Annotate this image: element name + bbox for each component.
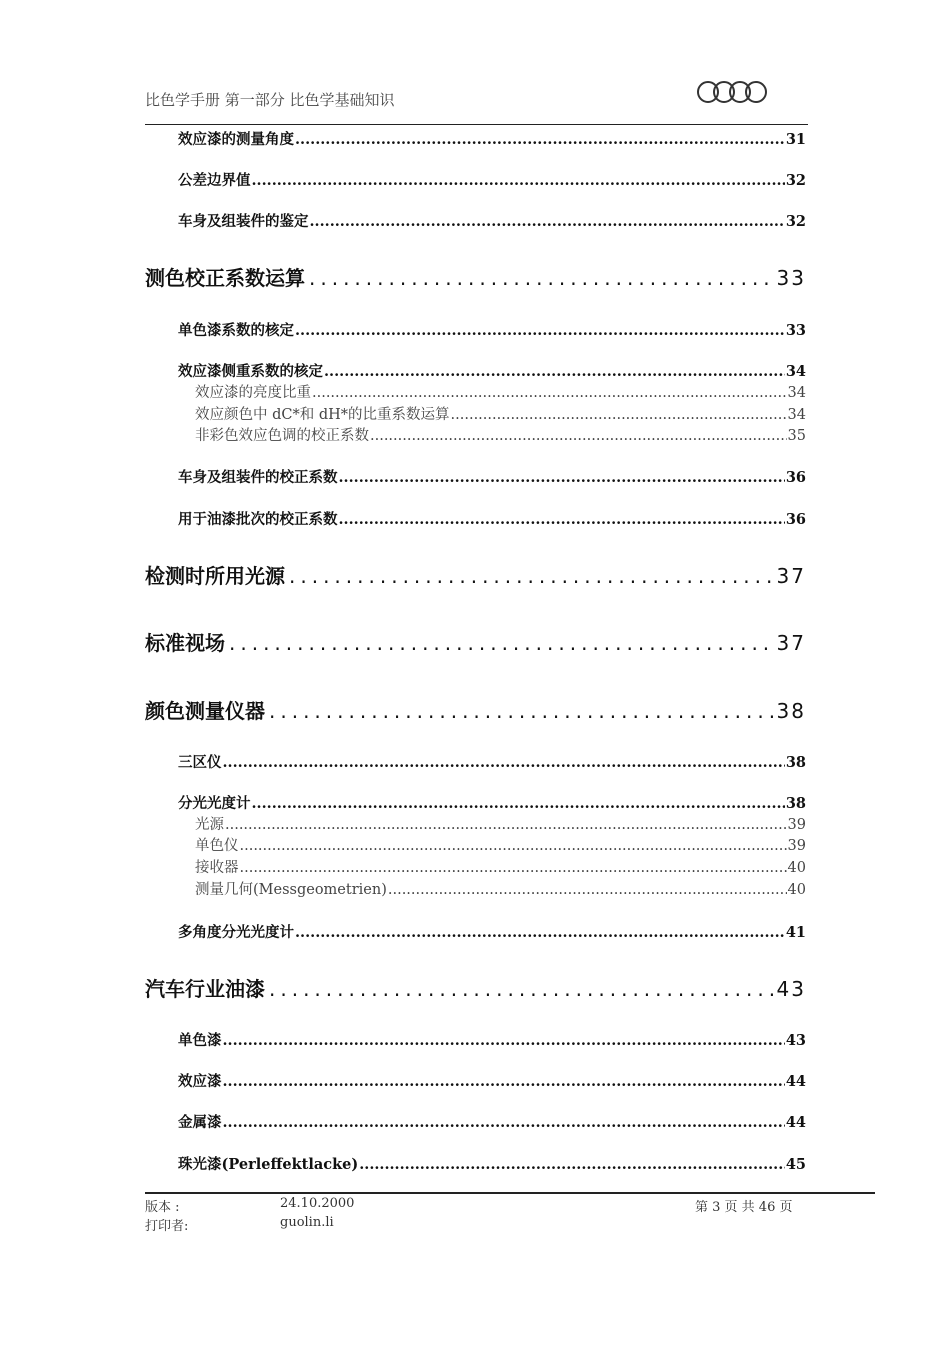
toc-dot-leader bbox=[312, 385, 787, 401]
toc-entry-title: 效应漆侧重系数的核定 bbox=[178, 363, 323, 380]
toc-dot-leader bbox=[324, 363, 785, 380]
toc-entry-level-3[interactable] bbox=[195, 424, 806, 445]
toc-entry-title: 单色仪 bbox=[195, 838, 239, 854]
toc-entry-page: 43 bbox=[776, 977, 806, 1001]
toc-entry-page: 34 bbox=[785, 363, 806, 380]
toc-entry-title: 分光光度计 bbox=[178, 795, 251, 812]
toc-entry-title: 测色校正系数运算 bbox=[145, 266, 305, 290]
toc-dot-leader bbox=[295, 131, 785, 148]
toc-dot-leader bbox=[289, 564, 773, 588]
toc-entry-page: 32 bbox=[785, 213, 806, 230]
toc-entry-title: 汽车行业油漆 bbox=[145, 977, 265, 1001]
toc-entry-page: 40 bbox=[787, 882, 806, 898]
toc-dot-leader bbox=[451, 407, 787, 423]
toc-entry-level-2[interactable] bbox=[178, 1070, 806, 1091]
toc-entry-level-2[interactable] bbox=[178, 921, 806, 942]
toc-entry-title: 单色漆 bbox=[178, 1032, 222, 1049]
toc-entry-page: 36 bbox=[785, 511, 806, 528]
toc-dot-leader bbox=[225, 817, 787, 833]
toc-entry-title: 金属漆 bbox=[178, 1114, 222, 1131]
toc-entry-level-2[interactable] bbox=[178, 508, 806, 529]
toc-entry-level-2[interactable] bbox=[178, 360, 806, 381]
toc-entry-page: 33 bbox=[776, 266, 806, 290]
toc-entry-title: 光源 bbox=[195, 817, 224, 833]
toc-entry-level-1[interactable] bbox=[145, 627, 806, 656]
toc-dot-leader bbox=[370, 428, 787, 444]
toc-dot-leader bbox=[229, 631, 773, 655]
toc-entry-title: 效应漆 bbox=[178, 1073, 222, 1090]
toc-entry-level-3[interactable] bbox=[195, 856, 806, 877]
toc-entry-page: 44 bbox=[785, 1114, 806, 1131]
toc-entry-level-2[interactable] bbox=[178, 1111, 806, 1132]
toc-entry-level-2[interactable] bbox=[178, 792, 806, 813]
toc-entry-page: 33 bbox=[785, 322, 806, 339]
toc-entry-level-2[interactable] bbox=[178, 1153, 806, 1174]
toc-entry-title: 三区仪 bbox=[178, 754, 222, 771]
toc-entry-level-2[interactable] bbox=[178, 1029, 806, 1050]
toc-dot-leader bbox=[240, 838, 787, 854]
toc-dot-leader bbox=[252, 172, 785, 189]
toc-entry-title: 珠光漆(Perleffektlacke) bbox=[178, 1156, 359, 1173]
toc-entry-page: 43 bbox=[785, 1032, 806, 1049]
toc-entry-title: 测量几何(Messgeometrien) bbox=[195, 882, 387, 898]
toc-dot-leader bbox=[359, 1156, 785, 1173]
toc-entry-level-2[interactable] bbox=[178, 319, 806, 340]
printer-value: guolin.li bbox=[280, 1215, 334, 1230]
toc-entry-level-1[interactable] bbox=[145, 262, 806, 291]
footer-divider bbox=[145, 1192, 875, 1194]
toc-entry-level-3[interactable] bbox=[195, 834, 806, 855]
toc-entry-level-3[interactable] bbox=[195, 813, 806, 834]
toc-entry-level-2[interactable] bbox=[178, 210, 806, 231]
toc-entry-page: 38 bbox=[776, 699, 806, 723]
toc-entry-title: 公差边界值 bbox=[178, 172, 251, 189]
toc-dot-leader bbox=[269, 977, 773, 1001]
toc-entry-title: 单色漆系数的核定 bbox=[178, 322, 294, 339]
toc-entry-level-3[interactable] bbox=[195, 381, 806, 402]
toc-entry-title: 非彩色效应色调的校正系数 bbox=[195, 428, 369, 444]
toc-entry-page: 44 bbox=[785, 1073, 806, 1090]
toc-entry-title: 车身及组装件的鉴定 bbox=[178, 213, 309, 230]
toc-entry-level-2[interactable] bbox=[178, 128, 806, 149]
toc-entry-title: 效应漆的亮度比重 bbox=[195, 385, 311, 401]
toc-dot-leader bbox=[223, 754, 785, 771]
toc-entry-page: 32 bbox=[785, 172, 806, 189]
toc-dot-leader bbox=[295, 924, 785, 941]
toc-dot-leader bbox=[223, 1032, 785, 1049]
header-title: 比色学手册 第一部分 比色学基础知识 bbox=[145, 91, 395, 109]
printer-label: 打印者: bbox=[145, 1219, 189, 1234]
toc-entry-page: 34 bbox=[787, 407, 806, 423]
toc-entry-title: 检测时所用光源 bbox=[145, 564, 285, 588]
toc-dot-leader bbox=[388, 882, 787, 898]
toc-entry-level-2[interactable] bbox=[178, 466, 806, 487]
toc-entry-page: 38 bbox=[785, 795, 806, 812]
toc-entry-title: 接收器 bbox=[195, 860, 239, 876]
toc-dot-leader bbox=[339, 469, 785, 486]
toc-entry-page: 45 bbox=[785, 1156, 806, 1173]
toc-dot-leader bbox=[240, 860, 787, 876]
toc-dot-leader bbox=[295, 322, 785, 339]
toc-entry-page: 39 bbox=[787, 817, 806, 833]
toc-entry-page: 39 bbox=[787, 838, 806, 854]
toc-entry-page: 31 bbox=[785, 131, 806, 148]
toc-entry-page: 38 bbox=[785, 754, 806, 771]
toc-entry-level-3[interactable] bbox=[195, 403, 806, 424]
toc-entry-page: 40 bbox=[787, 860, 806, 876]
toc-entry-title: 多角度分光光度计 bbox=[178, 924, 294, 941]
toc-entry-title: 效应颜色中 dC*和 dH*的比重系数运算 bbox=[195, 407, 450, 423]
page-number: 第 3 页 共 46 页 bbox=[695, 1200, 793, 1215]
toc-dot-leader bbox=[339, 511, 785, 528]
toc-entry-title: 颜色测量仪器 bbox=[145, 699, 265, 723]
toc-dot-leader bbox=[309, 266, 773, 290]
toc-entry-page: 41 bbox=[785, 924, 806, 941]
audi-logo-icon bbox=[696, 79, 768, 105]
toc-entry-level-3[interactable] bbox=[195, 878, 806, 899]
toc-dot-leader bbox=[223, 1073, 785, 1090]
toc-entry-page: 37 bbox=[776, 631, 806, 655]
toc-entry-title: 效应漆的测量角度 bbox=[178, 131, 294, 148]
toc-entry-page: 37 bbox=[776, 564, 806, 588]
toc-entry-title: 标准视场 bbox=[145, 631, 225, 655]
toc-entry-level-1[interactable] bbox=[145, 560, 806, 589]
toc-dot-leader bbox=[310, 213, 785, 230]
toc-entry-page: 36 bbox=[785, 469, 806, 486]
toc-entry-level-1[interactable] bbox=[145, 695, 806, 724]
toc-entry-level-1[interactable] bbox=[145, 973, 806, 1002]
toc-entry-title: 用于油漆批次的校正系数 bbox=[178, 511, 338, 528]
header-divider bbox=[145, 124, 808, 125]
toc-entry-level-2[interactable] bbox=[178, 751, 806, 772]
version-label: 版本 : bbox=[145, 1200, 180, 1215]
toc-dot-leader bbox=[269, 699, 773, 723]
toc-entry-level-2[interactable] bbox=[178, 169, 806, 190]
toc-dot-leader bbox=[252, 795, 785, 812]
toc-entry-title: 车身及组装件的校正系数 bbox=[178, 469, 338, 486]
version-value: 24.10.2000 bbox=[280, 1196, 355, 1211]
toc-dot-leader bbox=[223, 1114, 785, 1131]
toc-entry-page: 35 bbox=[787, 428, 806, 444]
toc-entry-page: 34 bbox=[787, 385, 806, 401]
